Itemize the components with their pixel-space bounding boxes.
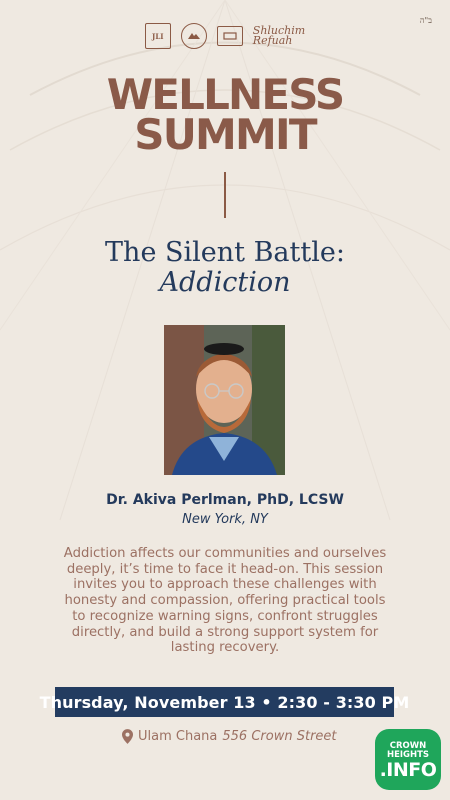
corner-blessing-text: ב"ה	[419, 16, 432, 25]
badge-line1: CROWN	[389, 741, 427, 751]
session-title-main: The Silent Battle:	[105, 237, 345, 268]
shluchim-refuah-logo: Shluchim Refuah	[252, 24, 306, 47]
jli-logo: JLI	[145, 23, 171, 49]
session-title	[0, 238, 450, 298]
sponsor-logos	[0, 23, 450, 49]
badge-line2: HEIGHTS	[386, 750, 430, 760]
crownheights-info-badge[interactable]	[375, 729, 441, 790]
emblem-logo	[181, 23, 207, 49]
event-date-time: Thursday, November 13 • 2:30 - 3:30 PM	[55, 687, 394, 717]
location-pin-icon	[122, 729, 133, 744]
session-subtitle: Addiction	[159, 267, 291, 298]
venue-name: Ulam Chana	[138, 729, 218, 744]
session-description: Addiction affects our communities and ourselves deeply, it’s time to face it head-on. This session invites you to approach these challenges with honesty and compassion, offering practical tools to recognize warning signs, confront struggles directly, and build a strong support system for lasting recovery.	[63, 546, 387, 656]
vertical-divider	[224, 172, 226, 218]
event-title	[0, 70, 450, 159]
venue-address: 556 Crown Street	[222, 729, 337, 744]
event-title-line1: WELLNESS	[106, 70, 344, 119]
organization-logo	[217, 26, 243, 46]
speaker-photo	[164, 325, 285, 475]
event-title-line2: SUMMIT	[134, 110, 316, 159]
speaker-location: New York, NY	[182, 512, 268, 527]
badge-line3: .INFO	[379, 759, 437, 781]
speaker-name: Dr. Akiva Perlman, PhD, LCSW	[106, 492, 344, 508]
venue-location	[122, 729, 337, 744]
